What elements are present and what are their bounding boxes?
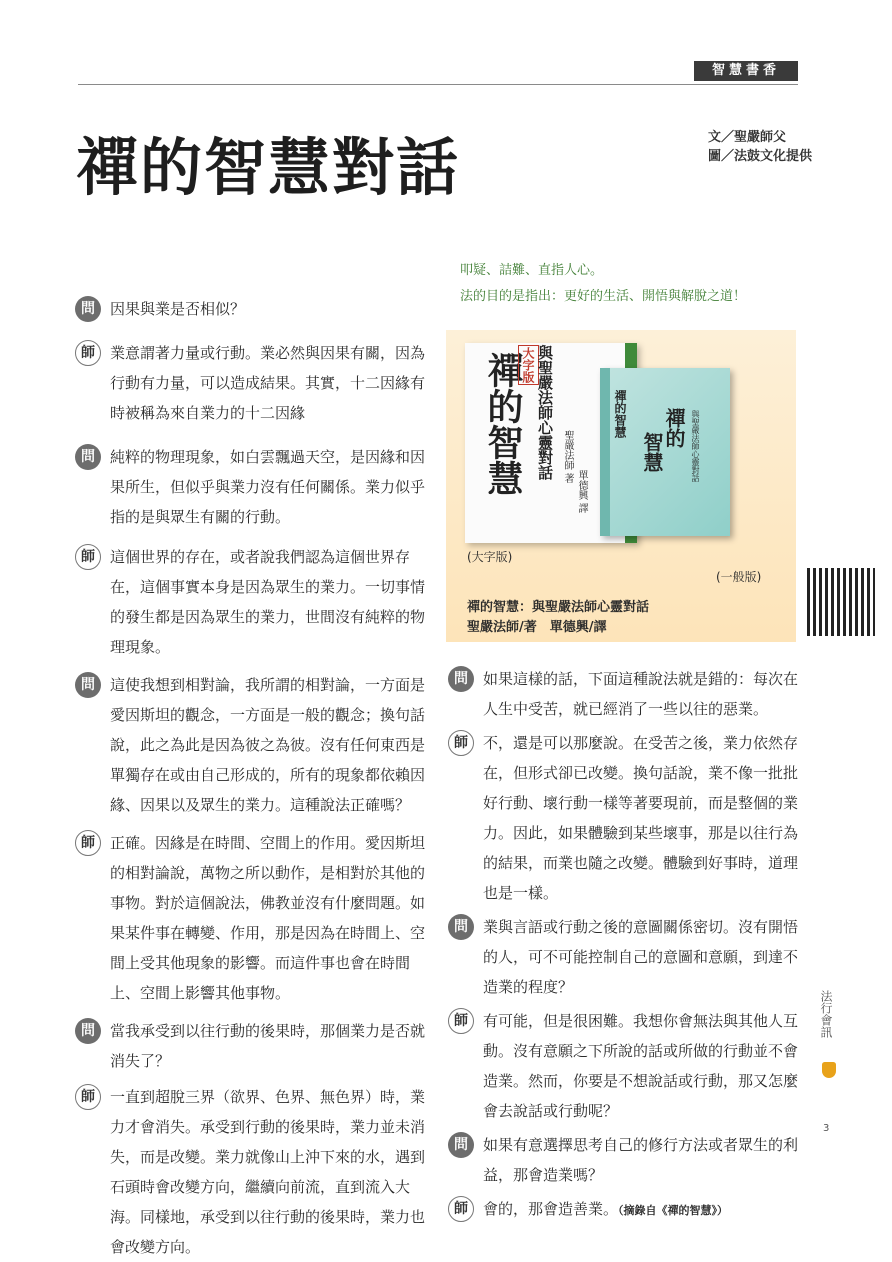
qa-text: 一直到超脫三界（欲界、色界、無色界）時，業力才會消失。承受到行動的後果時，業力並未消失，而是改變。業力就像山上沖下來的水，遇到石頭時會改變方向，繼續向前流，直到流入大海。同樣地，承受到以往行動的後果時，業力也會改變方向。 (110, 1088, 426, 1256)
hand-icon (822, 1062, 836, 1078)
question-badge: 問 (448, 914, 474, 940)
answer-badge: 師 (448, 1196, 474, 1222)
question-badge: 問 (75, 444, 101, 470)
answer-block (448, 1194, 798, 1226)
qa-text: 不，還是可以那麼說。在受苦之後，業力依然存在，但形式卻已改變。換句話說，業不像一批批好行動、壞行動一樣等著要現前，而是整個的業力。因此，如果體驗到某些壞事，那是以往行為的結果，而業也隨之改變。體驗到好事時，道理也是一樣。 (483, 734, 799, 902)
book-big-subtitle: 與聖嚴法師心靈對話 (536, 345, 554, 480)
qa-text: 如果有意選擇思考自己的修行方法或者眾生的利益，那會造業嗎？ (483, 1136, 799, 1184)
answer-block (448, 728, 798, 908)
credit-image: 圖／法鼓文化提供 (708, 149, 813, 164)
answer-badge: 師 (448, 1008, 474, 1034)
question-badge: 問 (75, 296, 101, 322)
book-big-translator: 單德興 譯 (576, 470, 587, 514)
qa-text: 這使我想到相對論，我所謂的相對論，一方面是愛因斯坦的觀念，一方面是一般的觀念；換句話說，此之為此是因為彼之為彼。沒有任何東西是單獨存在或由自己形成的，所有的現象都依賴因緣、因果以及眾生的業力。這種說法正確嗎？ (110, 676, 426, 814)
left-qa-column (75, 294, 425, 1262)
qr-code (807, 568, 875, 636)
question-block (75, 670, 425, 820)
question-badge: 問 (75, 1018, 101, 1044)
qa-text: 純粹的物理現象，如白雲飄過天空，是因緣和因果所生，但似乎與業力沒有任何關係。業力似乎指的是與眾生有關的行動。 (110, 448, 426, 526)
sidebar-vertical-title: 法行會訊 (819, 990, 833, 1038)
label-large-print: (大字版) (467, 550, 513, 564)
qa-text: 業與言語或行動之後的意圖關係密切。沒有開悟的人，可不可能控制自己的意圖和意願，到達不造業的程度？ (483, 918, 799, 996)
question-block (75, 294, 425, 324)
qa-text: 業意謂著力量或行動。業必然與因果有關，因為行動有力量，可以造成結果。其實，十二因緣有時被稱為來自業力的十二因緣 (110, 344, 426, 422)
qa-text: 因果與業是否相似？ (110, 300, 246, 318)
book-small-title-2: 智慧 (640, 432, 664, 472)
question-block (448, 1130, 798, 1190)
question-badge: 問 (448, 1132, 474, 1158)
book-small-subtitle: 與聖嚴法師心靈對話 (691, 410, 700, 482)
answer-block (448, 1006, 798, 1126)
answer-badge: 師 (75, 830, 101, 856)
answer-badge: 師 (75, 544, 101, 570)
answer-badge: 師 (448, 730, 474, 756)
question-block (75, 442, 425, 532)
answer-block (75, 828, 425, 1008)
book-big-author: 聖嚴法師 著 (562, 430, 573, 484)
answer-badge: 師 (75, 1084, 101, 1110)
label-regular: (一般版) (716, 570, 762, 584)
intro-line-2: 法的目的是指出：更好的生活、開悟與解脫之道！ (460, 289, 747, 304)
credit-author: 文／聖嚴師父 (708, 130, 787, 145)
book-small-title-1: 禪的 (662, 408, 686, 448)
question-block (75, 1016, 425, 1076)
qa-text: 如果這樣的話，下面這種說法就是錯的：每次在人生中受苦，就已經消了一些以往的惡業。 (483, 670, 799, 718)
qa-text: 有可能，但是很困難。我想你會無法與其他人互動。沒有意願之下所說的話或所做的行動並不會造業。然而，你要是不想說話或行動，那又怎麼會去說話或行動呢？ (483, 1012, 799, 1120)
question-block (448, 912, 798, 1002)
book-big-edition-tag: 大字版 (518, 345, 539, 385)
section-tag: 智慧書香 (694, 61, 798, 81)
book-caption-credits: 聖嚴法師/著 單德興/譯 (467, 620, 607, 635)
book-caption-title: 禪的智慧：與聖嚴法師心靈對話 (467, 600, 650, 615)
header-rule (78, 84, 798, 85)
intro-line-1: 叩疑、詰難、直指人心。 (460, 263, 604, 278)
source-note: （摘錄自《禪的智慧》） (618, 1204, 729, 1217)
qa-text: 這個世界的存在，或者說我們認為這個世界存在，這個事實本身是因為眾生的業力。一切事情的發生都是因為眾生的業力，世間沒有純粹的物理現象。 (110, 548, 426, 656)
question-badge: 問 (448, 666, 474, 692)
answer-block (75, 542, 425, 662)
answer-block (75, 338, 425, 428)
qa-text: 當我承受到以往行動的後果時，那個業力是否就消失了？ (110, 1022, 426, 1070)
answer-block (75, 1082, 425, 1262)
answer-badge: 師 (75, 340, 101, 366)
book-big-title: 禪的智慧 (482, 352, 524, 496)
book-small-spine-title: 禪的智慧 (613, 390, 627, 438)
qa-text: 會的，那會造善業。 (483, 1200, 619, 1218)
question-block (448, 664, 798, 724)
qa-text: 正確。因緣是在時間、空間上的作用。愛因斯坦的相對論說，萬物之所以動作，是相對於其他的事物。對於這個說法，佛教並沒有什麼問題。如果某件事在轉變、作用，那是因為在時間上、空間上受其他現象的影響。而這件事也會在時間上、空間上影響其他事物。 (110, 834, 426, 1002)
page-title: 禪的智慧對話 (76, 131, 461, 204)
question-badge: 問 (75, 672, 101, 698)
page-number: 3 (823, 1123, 830, 1134)
right-qa-column (448, 664, 798, 1226)
